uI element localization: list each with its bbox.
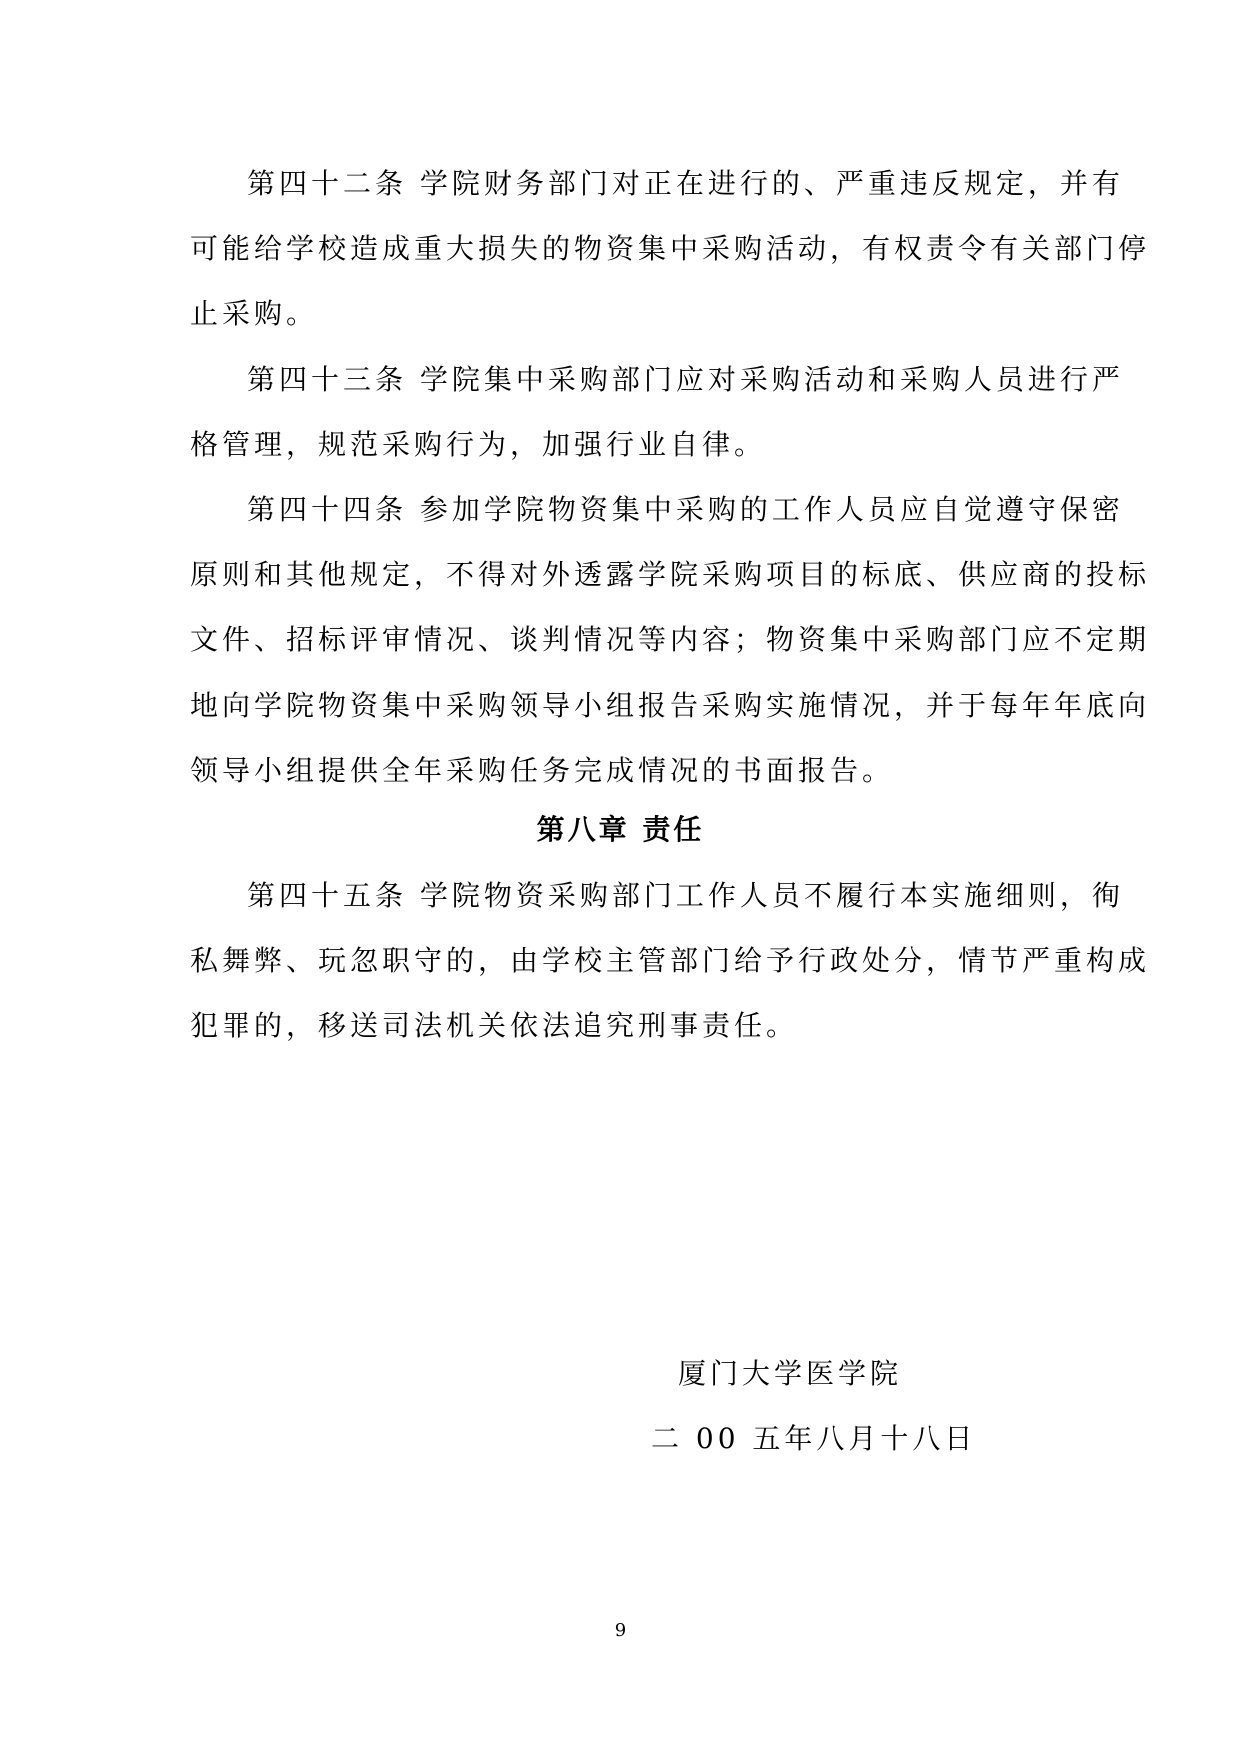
signature-organization: 厦门大学医学院 bbox=[678, 1357, 903, 1390]
article-45-line-2: 私舞弊、玩忽职守的，由学校主管部门给予行政处分，情节严重构成 bbox=[190, 944, 1151, 977]
article-44-line-3: 文件、招标评审情况、谈判情况等内容；物资集中采购部门应不定期 bbox=[190, 623, 1151, 656]
article-45-line-1: 第四十五条 学院物资采购部门工作人员不履行本实施细则，徇 bbox=[247, 879, 1124, 912]
chapter-8-heading: 第八章 责任 bbox=[536, 813, 705, 846]
article-42-line-2: 可能给学校造成重大损失的物资集中采购活动，有权责令有关部门停 bbox=[190, 232, 1151, 265]
article-42-line-1: 第四十二条 学院财务部门对正在进行的、严重违反规定，并有 bbox=[247, 167, 1124, 200]
article-45-line-3: 犯罪的，移送司法机关依法追究刑事责任。 bbox=[190, 1009, 799, 1042]
article-44-line-5: 领导小组提供全年采购任务完成情况的书面报告。 bbox=[190, 754, 895, 787]
page-number: 9 bbox=[614, 1620, 627, 1641]
article-43-line-2: 格管理，规范采购行为，加强行业自律。 bbox=[190, 428, 767, 461]
article-44-line-1: 第四十四条 参加学院物资集中采购的工作人员应自觉遵守保密 bbox=[247, 493, 1124, 526]
article-42-line-3: 止采购。 bbox=[190, 297, 319, 330]
article-43-line-1: 第四十三条 学院集中采购部门应对采购活动和采购人员进行严 bbox=[247, 363, 1124, 396]
article-44-line-4: 地向学院物资集中采购领导小组报告采购实施情况，并于每年年底向 bbox=[190, 689, 1151, 722]
article-44-line-2: 原则和其他规定，不得对外透露学院采购项目的标底、供应商的投标 bbox=[190, 558, 1151, 591]
signature-date: 二 00 五年八月十八日 bbox=[651, 1422, 977, 1455]
